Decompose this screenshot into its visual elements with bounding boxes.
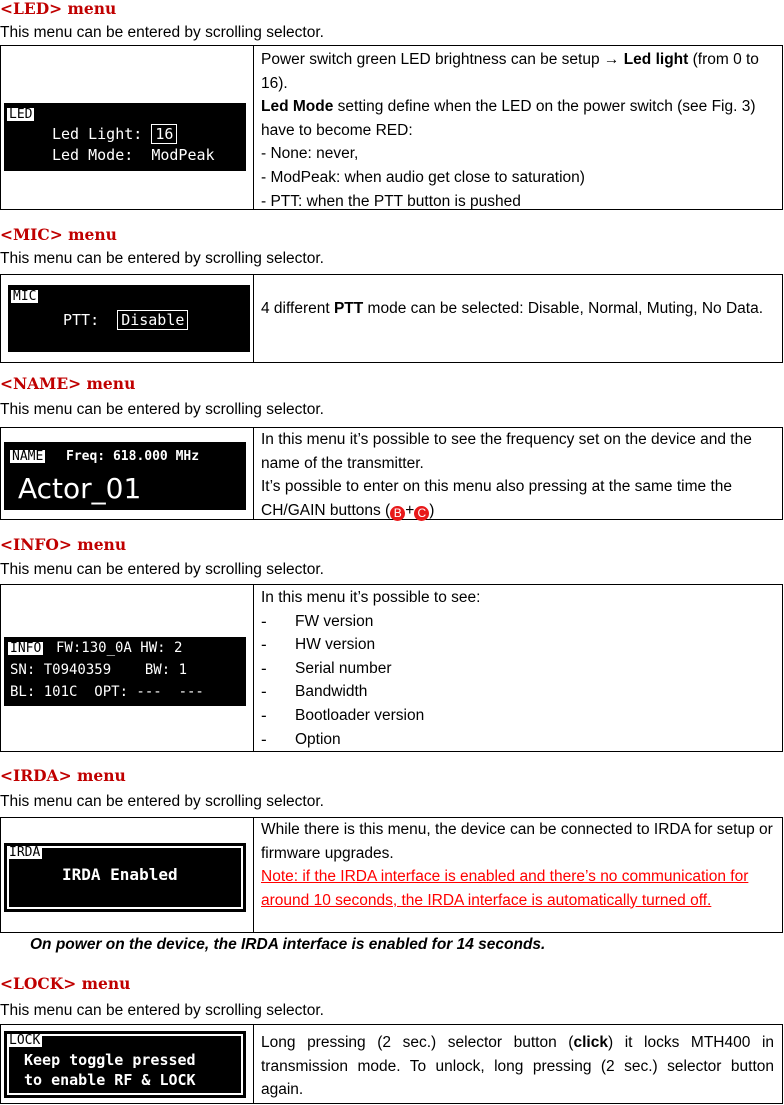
- lcd-tag-irda: IRDA: [9, 845, 41, 860]
- led-mode-option: - PTT: when the PTT button is pushed: [261, 192, 521, 210]
- lock-screen-cell: [1, 1025, 254, 1103]
- irda-screen-cell: [1, 818, 254, 932]
- led-screen-cell: [1, 46, 254, 209]
- dash-bullet: -: [261, 705, 267, 725]
- lcd-led-mode-row: Led Mode: ModPeak: [52, 146, 215, 164]
- lock-lcd-screen: [4, 1031, 246, 1098]
- lcd-bl-opt-row: BL: 101C OPT: --- ---: [10, 684, 204, 700]
- irda-footer-note: On power on the device, the IRDA interface is enabled for 14 seconds.: [30, 936, 546, 953]
- lcd-ptt-value: Disable: [117, 310, 188, 330]
- led-description: [261, 48, 774, 213]
- lcd-tag-lock: LOCK: [9, 1033, 41, 1048]
- lcd-ptt-row: [63, 311, 188, 329]
- lcd-tag-info: INFO: [10, 641, 42, 656]
- mic-desc-text: mode can be selected: Disable, Normal, Muting, No Data.: [363, 300, 763, 317]
- lcd-frequency: Freq: 618.000 MHz: [66, 449, 200, 464]
- name-menu-intro: This menu can be entered by scrolling selector.: [0, 401, 324, 418]
- name-lcd-screen: [4, 442, 246, 510]
- name-desc-text: ): [429, 501, 435, 519]
- led-menu-heading: <LED> menu: [0, 0, 117, 18]
- mic-screen-cell: [1, 275, 254, 362]
- name-desc-line2: [261, 475, 774, 522]
- list-item-text: FW version: [295, 612, 374, 630]
- dash-bullet: -: [261, 611, 267, 631]
- lock-desc-text: Long pressing (2 sec.) selector button (: [261, 1034, 574, 1051]
- info-menu-heading: <INFO> menu: [0, 535, 127, 554]
- list-item: [261, 704, 774, 728]
- list-item-text: HW version: [295, 636, 376, 654]
- lcd-lock-line1: Keep toggle pressed: [24, 1051, 196, 1069]
- lcd-lock-line2: to enable RF & LOCK: [24, 1071, 196, 1089]
- lock-desc-text: ) it locks MTH400 in transmission mode. To unlock, long pressing (2 sec.) selector button again.: [261, 1034, 775, 1099]
- lcd-tag-mic: MIC: [13, 289, 37, 304]
- plus-sign: +: [405, 501, 415, 519]
- led-desc-text: setting define when the LED on the power switch (see Fig. 3) have to become RED:: [261, 98, 756, 139]
- info-menu-table: [0, 584, 783, 752]
- name-description: [261, 428, 774, 522]
- irda-description: [261, 818, 774, 912]
- irda-menu-table: [0, 817, 783, 933]
- led-desc-text: (from 0 to 16).: [261, 51, 759, 92]
- dash-bullet: -: [261, 682, 267, 702]
- irda-menu-intro: This menu can be entered by scrolling selector.: [0, 793, 324, 810]
- button-b-icon: B: [390, 506, 405, 521]
- list-item-text: Option: [295, 730, 341, 748]
- info-description: [261, 586, 774, 751]
- lcd-tag-led: LED: [9, 107, 33, 122]
- info-screen-cell: [1, 585, 254, 751]
- list-item-text: Serial number: [295, 659, 392, 677]
- led-light-term: Led light: [623, 51, 689, 68]
- led-mode-option: - None: never,: [261, 145, 359, 163]
- list-item: [261, 610, 774, 634]
- led-menu-table: [0, 45, 783, 210]
- info-desc-line: In this menu it’s possible to see:: [261, 589, 481, 606]
- lcd-sn-bw-row: SN: T0940359 BW: 1: [10, 662, 188, 678]
- irda-menu-heading: <IRDA> menu: [0, 766, 126, 785]
- list-item-text: Bandwidth: [295, 683, 368, 701]
- info-menu-intro: This menu can be entered by scrolling selector.: [0, 561, 324, 578]
- name-menu-table: [0, 427, 783, 520]
- list-item: [261, 680, 774, 704]
- mic-lcd-screen: [8, 285, 250, 352]
- led-mode-option: - ModPeak: when audio get close to saturation): [261, 168, 585, 186]
- click-term: click: [573, 1034, 608, 1051]
- irda-note: Note: if the IRDA interface is enabled and there’s no communication for around 10 seconds, the IRDA interface is automatically turned off.: [261, 868, 749, 909]
- name-desc-line1: In this menu it’s possible to see the frequency set on the device and the name of the transmitter.: [261, 431, 752, 472]
- mic-description: [261, 297, 774, 321]
- lock-description: [261, 1031, 774, 1102]
- name-desc-text: It’s possible to enter on this menu also pressing at the same time the CH/GAIN buttons (: [261, 478, 732, 519]
- dash-bullet: -: [261, 729, 267, 749]
- lcd-irda-status: IRDA Enabled: [62, 865, 178, 884]
- led-lcd-screen: [4, 103, 246, 171]
- list-item: [261, 633, 774, 657]
- mic-menu-intro: This menu can be entered by scrolling selector.: [0, 250, 324, 267]
- lcd-ptt-label: PTT:: [63, 311, 100, 329]
- led-desc-text: Power switch green LED brightness can be setup →: [261, 51, 624, 68]
- led-desc-line2: [261, 95, 774, 142]
- mic-desc-text: 4 different: [261, 300, 334, 317]
- lcd-transmitter-name: Actor_01: [18, 472, 142, 505]
- ptt-term: PTT: [333, 300, 364, 317]
- name-screen-cell: [1, 428, 254, 519]
- name-menu-heading: <NAME> menu: [0, 374, 136, 393]
- lcd-led-light-row: [52, 125, 177, 143]
- lock-menu-heading: <LOCK> menu: [0, 974, 131, 993]
- led-desc-line1: [261, 48, 774, 95]
- dash-bullet: -: [261, 658, 267, 678]
- dash-bullet: -: [261, 635, 267, 655]
- led-mode-term: Led Mode: [261, 98, 334, 116]
- lcd-tag-name: NAME: [12, 449, 44, 464]
- list-item: [261, 657, 774, 681]
- led-menu-intro: This menu can be entered by scrolling selector.: [0, 24, 324, 41]
- lock-menu-table: [0, 1024, 783, 1104]
- irda-desc-text: While there is this menu, the device can be connected to IRDA for setup or firmware upgrades.: [261, 821, 773, 862]
- mic-menu-heading: <MIC> menu: [0, 225, 117, 244]
- lock-menu-intro: This menu can be entered by scrolling selector.: [0, 1002, 324, 1019]
- button-c-icon: C: [414, 506, 429, 521]
- mic-menu-table: [0, 274, 783, 363]
- lcd-fw-hw-row: FW:130_0A HW: 2: [56, 640, 183, 656]
- list-item: [261, 728, 774, 752]
- lcd-led-light-label: Led Light:: [52, 125, 143, 143]
- irda-lcd-screen: [4, 843, 246, 912]
- lcd-led-light-value: 16: [151, 124, 177, 144]
- info-lcd-screen: [4, 637, 246, 706]
- list-item-text: Bootloader version: [295, 706, 425, 724]
